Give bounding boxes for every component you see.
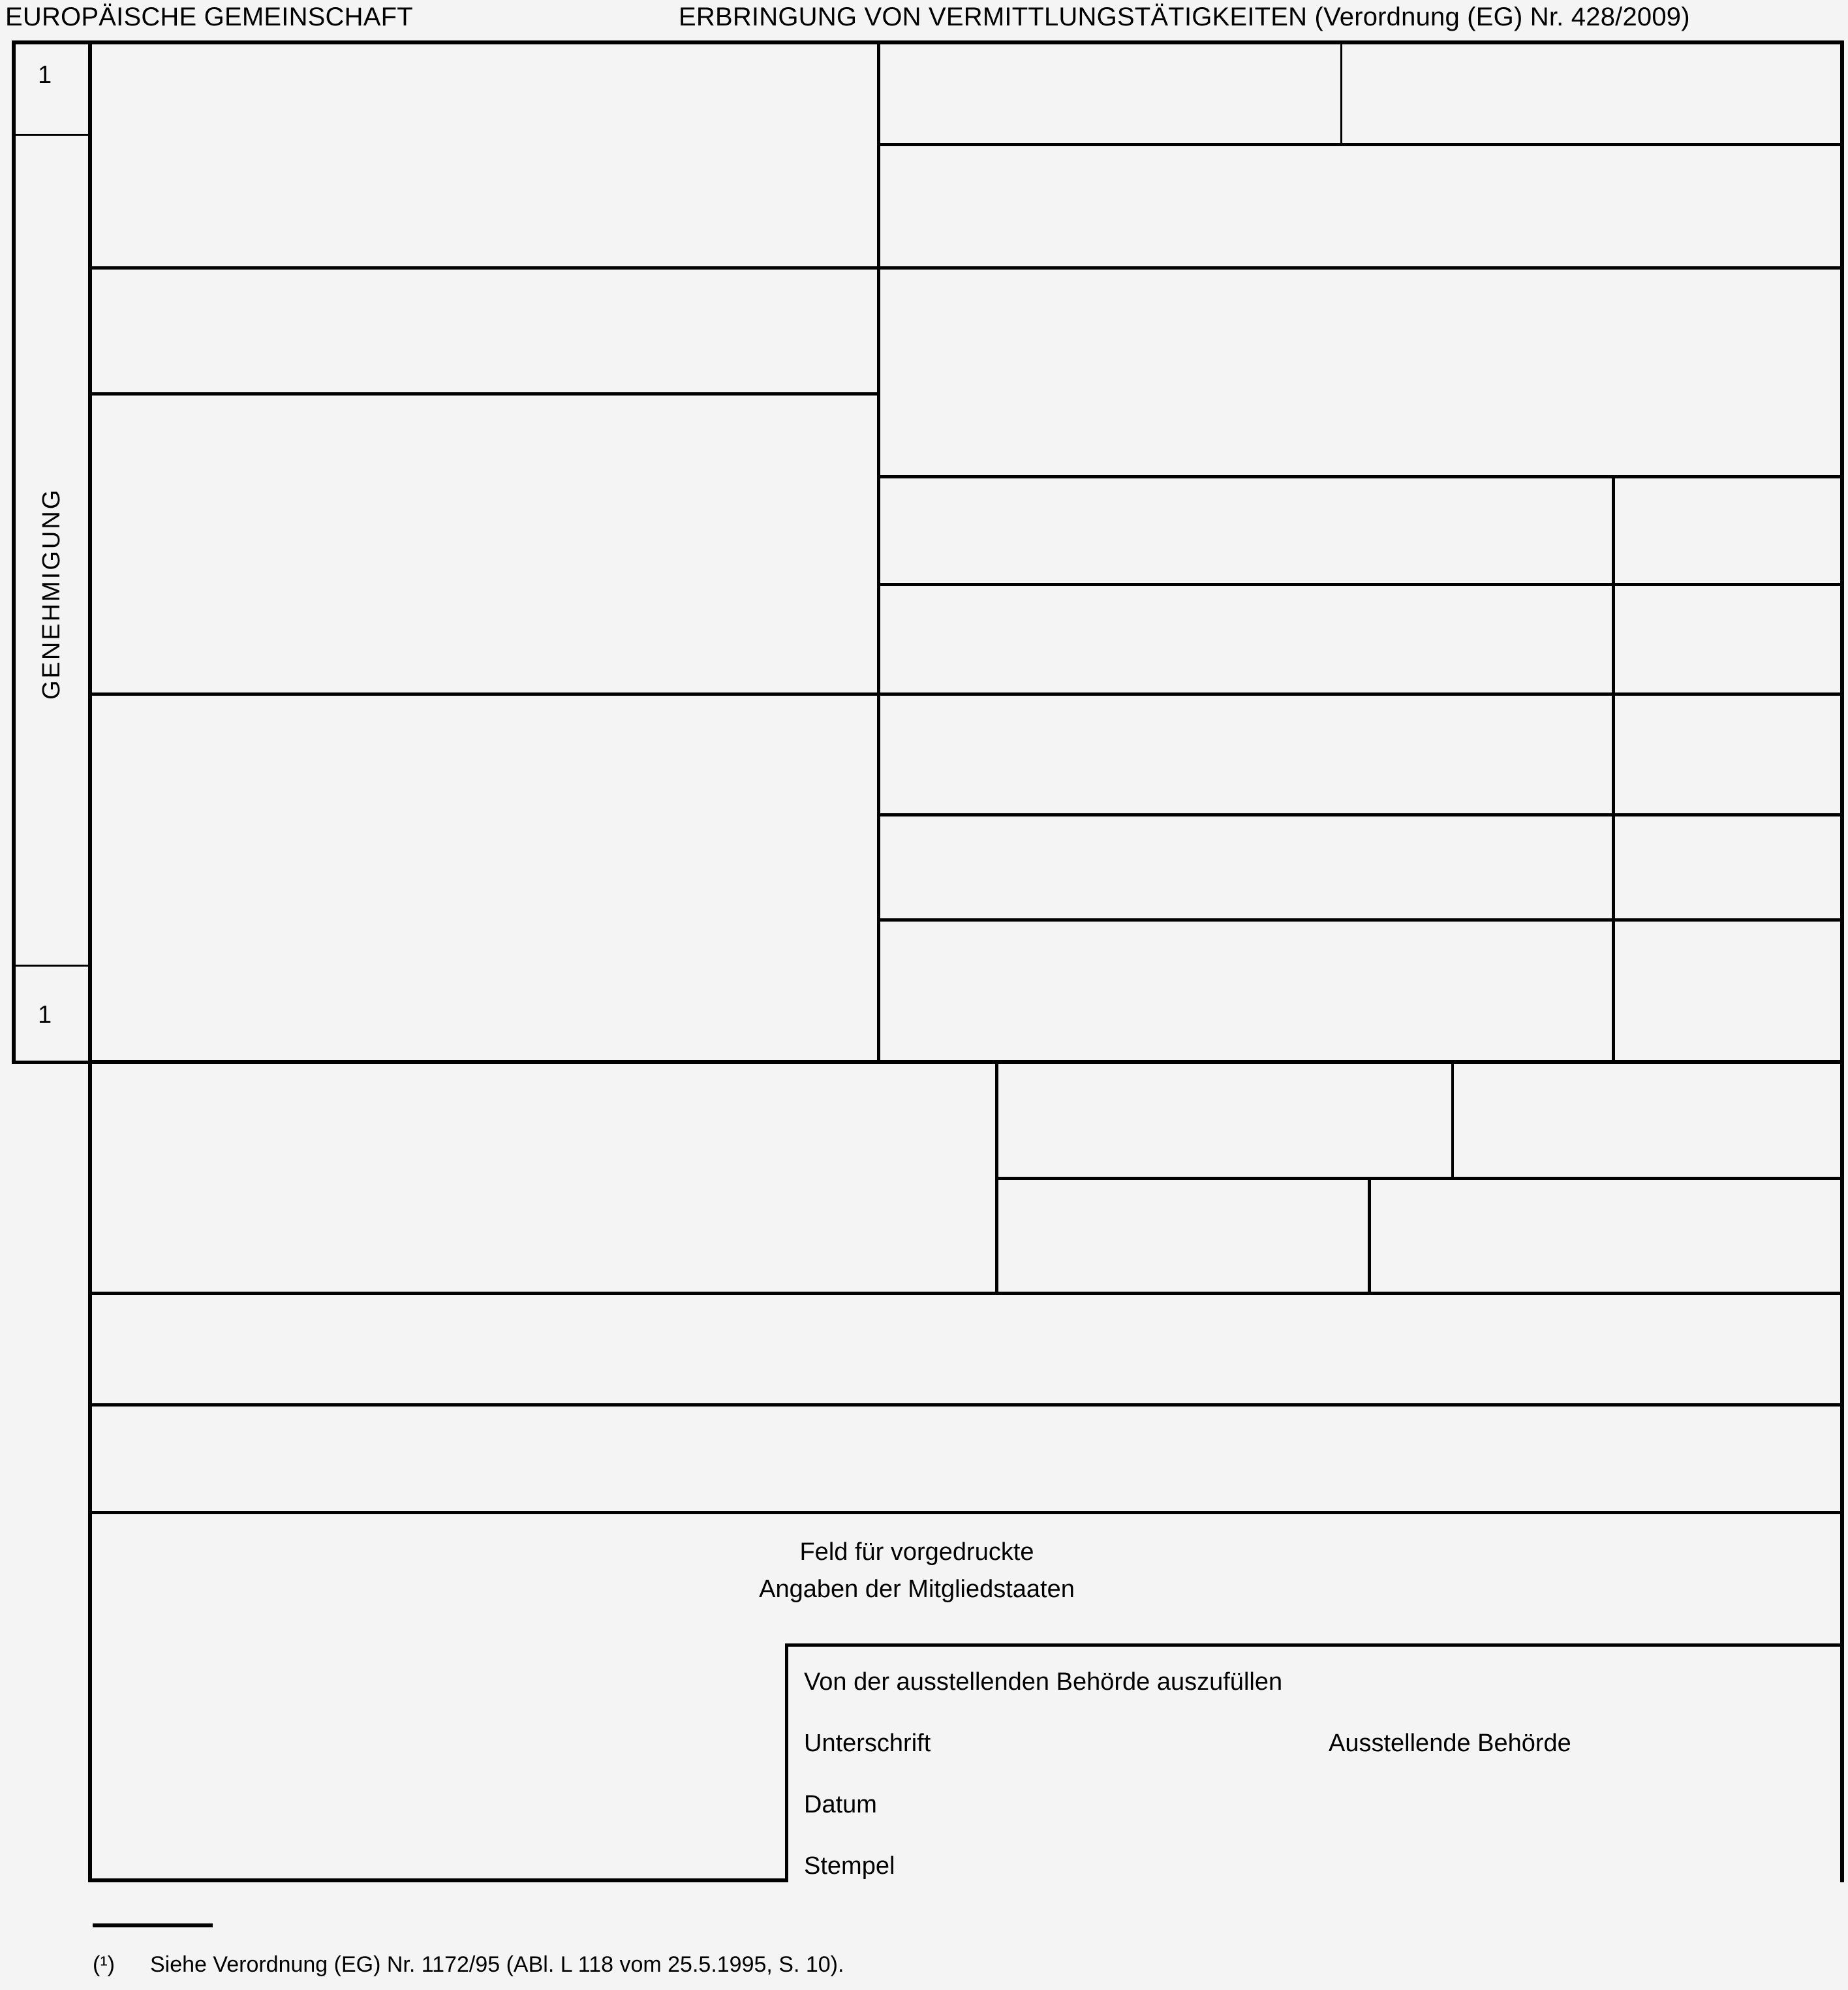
field-2-3-bottom-rule: [880, 143, 1840, 146]
sidebar-top-box-rule: [12, 134, 92, 136]
field-7-input-area[interactable]: [95, 396, 876, 692]
field-10-input-area[interactable]: [95, 696, 876, 1060]
footnote-rule: [93, 1923, 213, 1927]
field-4-input-area[interactable]: [882, 148, 1839, 265]
field-11-laendercode-input[interactable]: [1616, 696, 1839, 813]
authority-box-title: Von der ausstellenden Behörde auszufüllen: [804, 1668, 1283, 1696]
footnote-text: Siehe Verordnung (EG) Nr. 1172/95 (ABl. L 118 vom 25.5.1995, S. 10).: [150, 1952, 844, 1977]
field-12-laendercode-input[interactable]: [1616, 816, 1839, 918]
form-header: [0, 0, 1848, 40]
laendercode-col-rule: [1612, 475, 1615, 1060]
header-community-title: EUROPÄISCHE GEMEINSCHAFT: [5, 3, 413, 31]
preprinted-line1: Feld für vorgedruckte: [799, 1538, 1034, 1566]
field-13-input-area[interactable]: [95, 1064, 995, 1292]
field-2-3-rule: [1340, 44, 1342, 143]
field-14-input-area[interactable]: [998, 1064, 1451, 1177]
sidebar-close-rule: [12, 1061, 92, 1064]
field-15-input-area[interactable]: [1454, 1064, 1839, 1177]
main-center-rule: [877, 44, 880, 1060]
sidebar-vertical-label: GENEHMIGUNG: [38, 488, 65, 700]
field-3-input-area[interactable]: [1344, 46, 1839, 142]
sidebar-bottom-box-rule: [12, 965, 92, 967]
field-5-input-area[interactable]: [95, 270, 876, 392]
table-left-rule: [12, 40, 16, 1064]
stamp-label: Stempel: [804, 1852, 895, 1880]
field-9-laendercode-input[interactable]: [1616, 586, 1839, 691]
date-label: Datum: [804, 1791, 877, 1818]
table-top-rule: [12, 40, 1844, 44]
field-12-input-area[interactable]: [882, 816, 1612, 918]
preprinted-line2: Angaben der Mitgliedstaaten: [759, 1576, 1075, 1603]
footnote-marker: (¹): [93, 1952, 115, 1977]
field-1-input-area[interactable]: [95, 46, 876, 266]
field-2-input-area[interactable]: [882, 46, 1339, 142]
field-8-laendercode-input[interactable]: [1616, 478, 1839, 583]
field-12-extra-row-right[interactable]: [1616, 922, 1839, 1060]
signature-label: Unterschrift: [804, 1730, 931, 1757]
field-6-input-area[interactable]: [882, 270, 1839, 475]
field-9-input-area[interactable]: [882, 586, 1612, 691]
field-8-input-area[interactable]: [882, 478, 1612, 583]
field-11-input-area[interactable]: [882, 696, 1612, 813]
field-18-input-area[interactable]: [95, 1295, 1840, 1403]
copy-number-bottom: 1: [38, 1001, 52, 1029]
header-form-title: ERBRINGUNG VON VERMITTLUNGSTÄTIGKEITEN (Verordnung (EG) Nr. 428/2009): [679, 3, 1690, 31]
field-19-bottom-rule: [92, 1511, 1840, 1514]
copy-number-top: 1: [38, 61, 52, 89]
sidebar-right-rule: [88, 40, 92, 1882]
table-right-rule: [1840, 40, 1844, 1882]
field-17-input-area[interactable]: [1371, 1180, 1839, 1292]
field-16-input-area[interactable]: [998, 1180, 1368, 1292]
issuing-authority-label: Ausstellende Behörde: [1329, 1730, 1571, 1757]
field-19-input-area[interactable]: [95, 1407, 1840, 1511]
field-12-extra-row-left[interactable]: [882, 922, 1612, 1060]
